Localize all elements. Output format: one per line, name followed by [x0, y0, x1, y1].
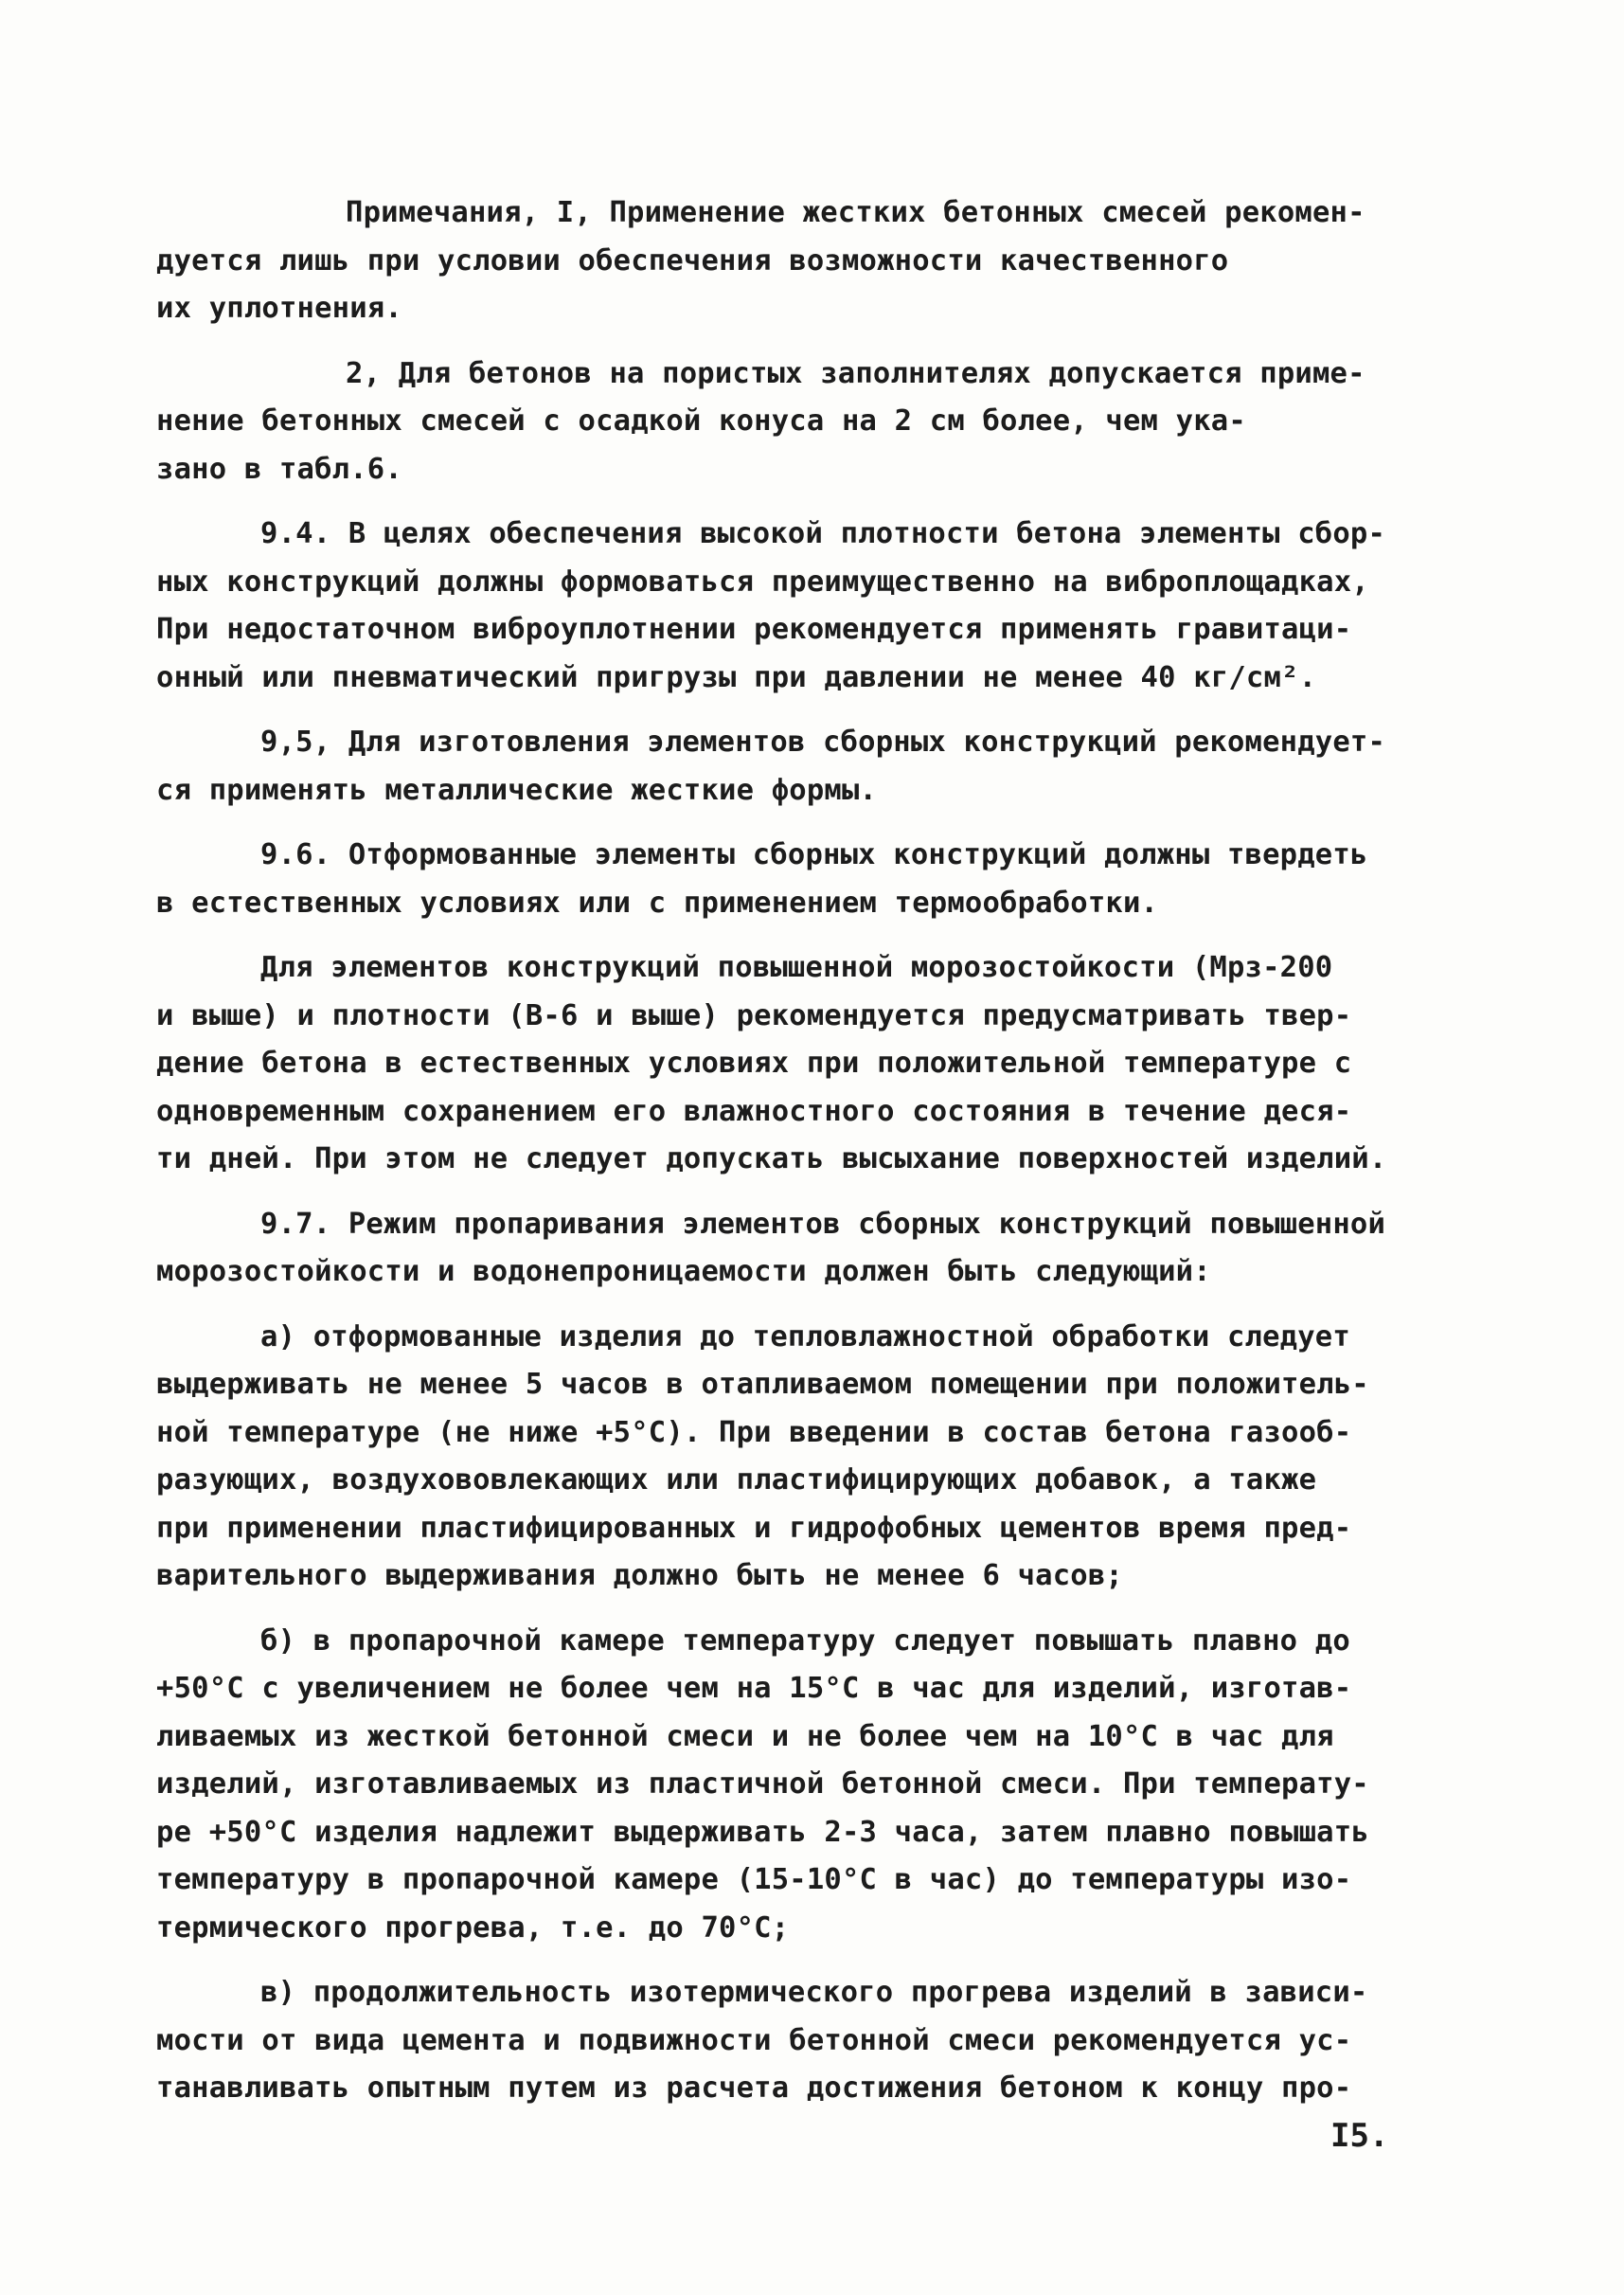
item-a-line-2: выдерживать не менее 5 часов в отапливаемом помещении при положитель-: [156, 1368, 1369, 1401]
item-c-line-3: танавливать опытным путем из расчета достижения бетоном к концу про-: [156, 2071, 1352, 2105]
item-c-line-1: в) продолжительность изотермического прогрева изделий в зависи-: [260, 1976, 1368, 2009]
section-9-7-line-1: 9.7. Режим пропаривания элементов сборных конструкций повышенной: [260, 1207, 1386, 1241]
item-c-line-2: мости от вида цемента и подвижности бетонной смеси рекомендуется ус-: [156, 2023, 1352, 2057]
paragraph-line-2: и выше) и плотности (В-6 и выше) рекомендуется предусматривать твер-: [156, 998, 1352, 1032]
item-b-line-2: +50°С с увеличением не более чем на 15°С в час для изделий, изготав-: [156, 1672, 1352, 1705]
note-2-line-2: нение бетонных смесей с осадкой конуса на 2 см более, чем ука-: [156, 404, 1246, 438]
item-a-line-6: варительного выдерживания должно быть не менее 6 часов;: [156, 1559, 1123, 1592]
section-9-4-line-1: 9.4. В целях обеспечения высокой плотности бетона элементы сбор-: [260, 517, 1386, 550]
section-9-6-line-2: в естественных условиях или с применением термообработки.: [156, 886, 1159, 920]
item-a-line-1: а) отформованные изделия до тепловлажностной обработки следует: [260, 1319, 1350, 1354]
item-b-line-4: изделий, изготавливаемых из пластичной бетонной смеси. При температу-: [156, 1767, 1369, 1801]
paragraph-line-1: Для элементов конструкций повышенной морозостойкости (Мрз-200: [260, 951, 1333, 984]
paragraph-line-3: дение бетона в естественных условиях при положительной температуре с: [156, 1047, 1352, 1080]
page-number: I5.: [1330, 2117, 1389, 2155]
note-2-line-3: зано в табл.6.: [156, 452, 402, 486]
section-9-4-line-3: При недостаточном виброуплотнении рекомендуется применять гравитаци-: [156, 613, 1352, 646]
item-b-line-7: термического прогрева, т.е. до 70°С;: [156, 1910, 790, 1945]
item-b-line-3: ливаемых из жесткой бетонной смеси и не более чем на 10°С в час для: [156, 1719, 1334, 1753]
note-2-line-1: 2, Для бетонов на пористых заполнителях допускается приме-: [346, 356, 1365, 390]
note-1-line-2: дуется лишь при условии обеспечения возможности качественного: [156, 243, 1229, 278]
document-body: [156, 189, 1482, 2113]
item-b-line-1: б) в пропарочной камере температуру следует повышать плавно до: [260, 1623, 1350, 1658]
item-a-line-3: ной температуре (не ниже +5°С). При введении в состав бетона газооб-: [156, 1415, 1352, 1449]
section-9-6-line-1: 9.6. Отформованные элементы сборных конструкций должны твердеть: [260, 838, 1368, 871]
section-9-4-line-4: онный или пневматический пригрузы при давлении не менее 40 кг/см².: [156, 660, 1317, 694]
paragraph-line-5: ти дней. При этом не следует допускать высыхание поверхностей изделий.: [156, 1142, 1387, 1175]
item-b-line-6: температуру в пропарочной камере (15-10°С в час) до температуры изо-: [156, 1863, 1352, 1896]
note-1-line-1: Примечания, I, Применение жестких бетонных смесей рекомен-: [346, 196, 1365, 229]
section-9-7-line-2: морозостойкости и водонепроницаемости должен быть следующий:: [156, 1255, 1211, 1288]
section-9-5-line-1: 9,5, Для изготовления элементов сборных конструкций рекомендует-: [260, 726, 1386, 759]
section-9-4-line-2: ных конструкций должны формоваться преимущественно на виброплощадках,: [156, 565, 1369, 599]
item-b-line-5: ре +50°С изделия надлежит выдерживать 2-3 часа, затем плавно повышать: [156, 1815, 1369, 1849]
note-1-line-3: их уплотнения.: [156, 292, 402, 325]
item-a-line-4: разующих, воздухововлекающих или пластифицирующих добавок, а также: [156, 1463, 1317, 1497]
section-9-5-line-2: ся применять металлические жесткие формы.: [156, 773, 878, 807]
paragraph-line-4: одновременным сохранением его влажностного состояния в течение деся-: [156, 1094, 1352, 1128]
item-a-line-5: при применении пластифицированных и гидрофобных цементов время пред-: [156, 1511, 1352, 1545]
